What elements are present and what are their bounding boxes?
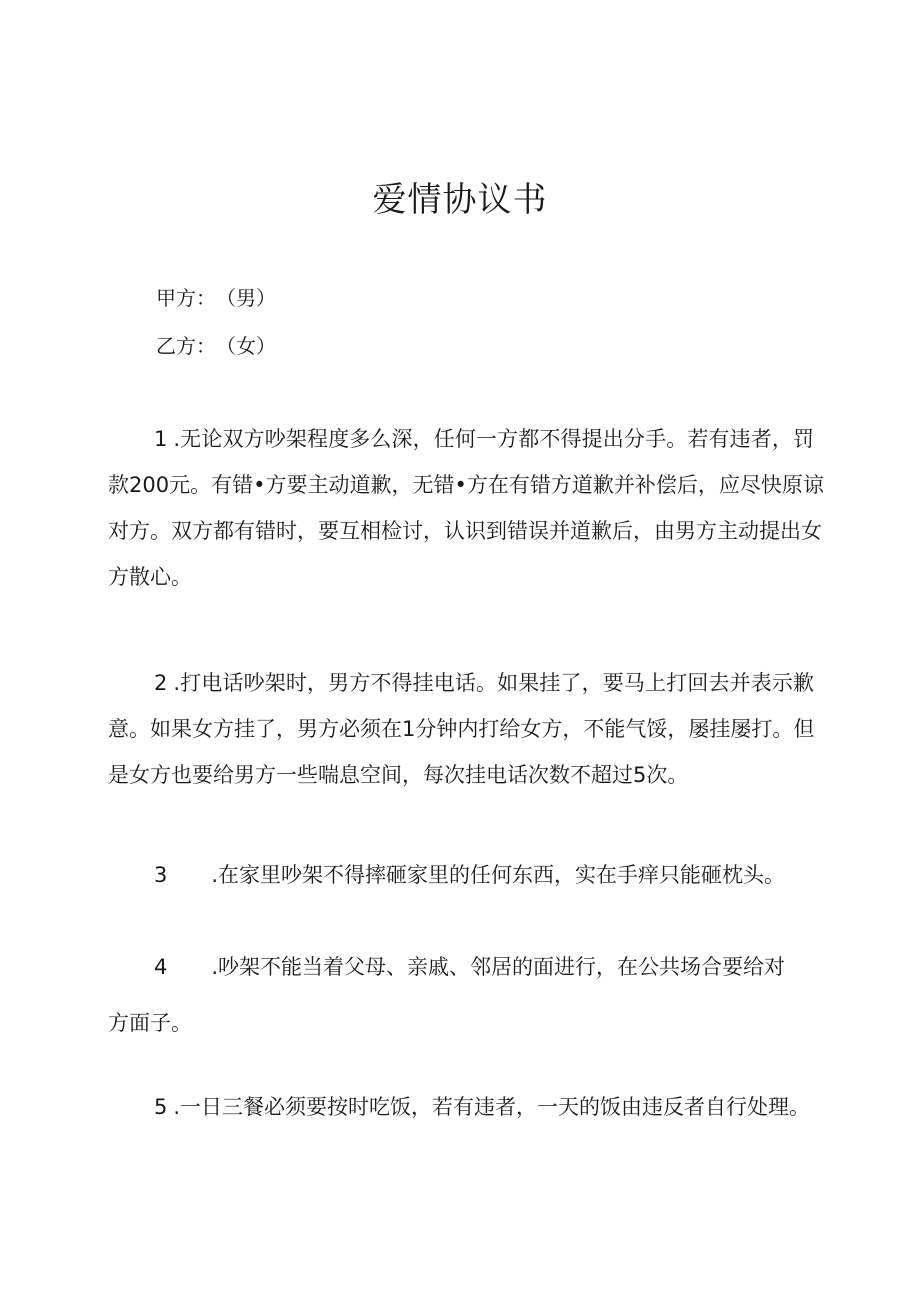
clause-number: 4 [154, 955, 168, 979]
party-b-label: 乙方： [156, 334, 216, 358]
clause-line: 方散心。 [108, 565, 192, 589]
clause-line: 对方。双方都有错时，要互相检讨，认识到错误并道歉后，由男方主动提出女 [108, 519, 822, 543]
clause-line [108, 660, 814, 706]
clause-line [108, 416, 814, 462]
clause-text: .吵架不能当着父母、亲戚、邻居的面进行，在公共场合要给对 [211, 955, 786, 979]
clause-line [108, 852, 814, 898]
clause-4 [108, 944, 814, 1046]
clause-line: 款200元。有错•方要主动道歉，无错•方在有错方道歉并补偿后，应尽快原谅 [108, 473, 824, 497]
party-b-value: （女） [216, 334, 276, 358]
clause-1 [108, 416, 824, 600]
party-b [156, 332, 276, 360]
clause-text: .无论双方吵架程度多么深，任何一方都不得提出分手。若有违者，罚 [173, 427, 814, 451]
clause-text: .在家里吵架不得摔砸家里的任何东西，实在手痒只能砸枕头。 [211, 863, 786, 887]
clause-2 [108, 660, 814, 798]
clause-text: .打电话吵架时，男方不得挂电话。如果挂了，要马上打回去并表示歉 [173, 671, 814, 695]
clause-line: 方面子。 [108, 1011, 192, 1035]
clause-line: 意。如果女方挂了，男方必须在1分钟内打给女方，不能气馁，屡挂屡打。但 [108, 717, 815, 741]
clause-number: 2 [154, 671, 168, 695]
document-title: 爱情协议书 [372, 180, 548, 220]
clause-line [108, 1084, 814, 1130]
clause-3 [108, 852, 814, 898]
clause-5 [108, 1084, 814, 1130]
clause-number: 3 [154, 863, 168, 887]
clause-number: 1 [154, 427, 168, 451]
clause-line [108, 944, 814, 990]
clause-text: .一日三餐必须要按时吃饭，若有违者，一天的饭由违反者自行处理。 [173, 1095, 811, 1119]
clause-line: 是女方也要给男方一些喘息空间，每次挂电话次数不超过5次。 [108, 763, 689, 787]
clause-number: 5 [154, 1095, 168, 1119]
party-a-value: （男） [216, 286, 276, 310]
party-a-label: 甲方： [156, 286, 216, 310]
party-a [156, 284, 276, 312]
